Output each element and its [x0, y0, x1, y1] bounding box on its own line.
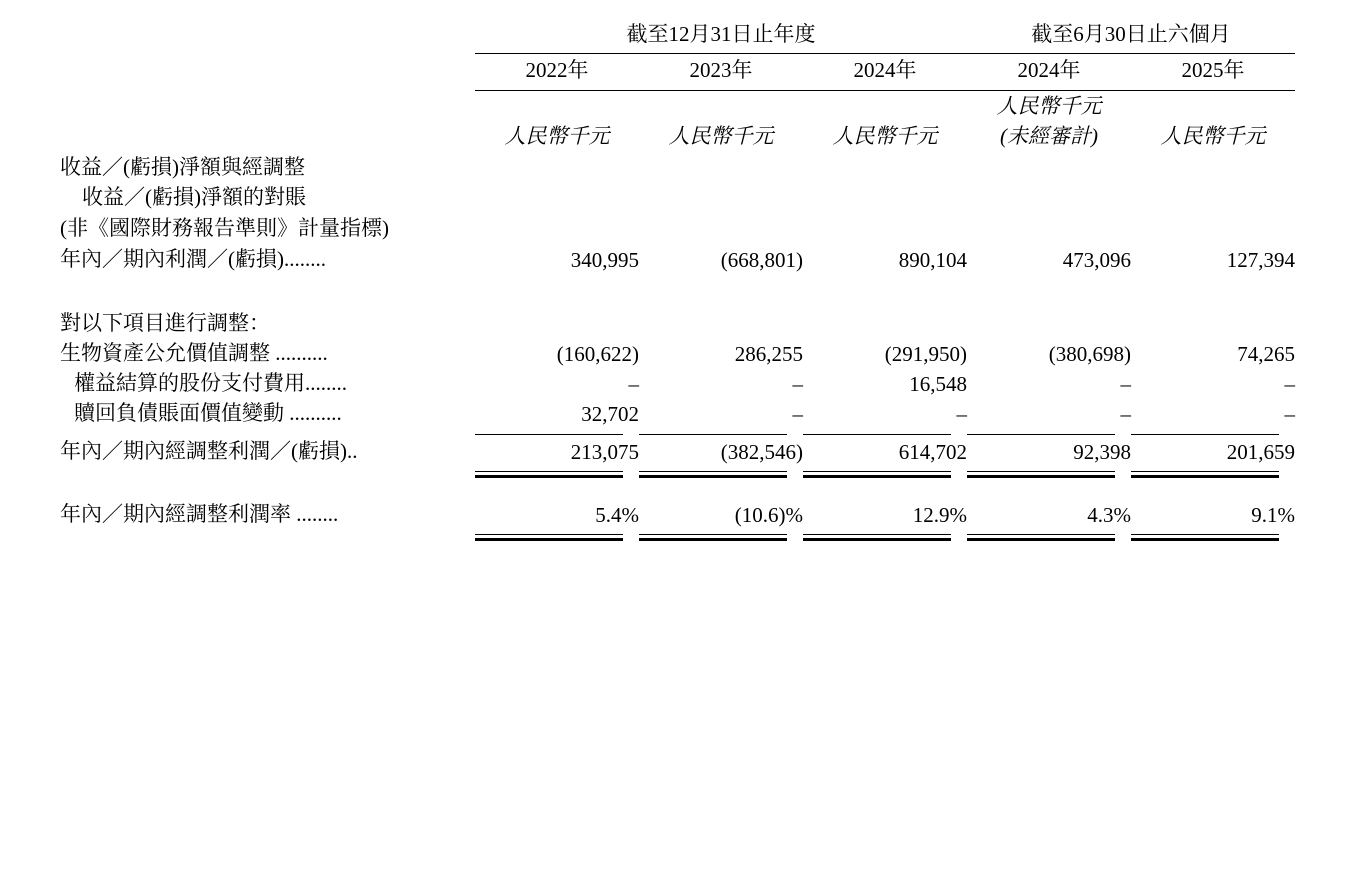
- year-header-2024-label: 2024年: [853, 58, 917, 82]
- adjust2-2023: –: [792, 372, 803, 397]
- group-header-annual: [475, 18, 967, 54]
- adjust-heading: 對以下項目進行調整：: [60, 311, 270, 336]
- unit-header-row: [60, 91, 1295, 152]
- adjust2-2024-interim: –: [1120, 372, 1131, 397]
- year-header-2024: [803, 54, 967, 91]
- profit-2025-interim: 127,394: [1226, 248, 1295, 273]
- section-title-line1: 收益／(虧損)淨額與經調整: [60, 154, 305, 179]
- year-header-spacer: [60, 54, 475, 91]
- unit-header-spacer: [60, 91, 475, 152]
- year-header-2024-interim-label: 2024年: [1017, 58, 1081, 82]
- header-spacer: [60, 18, 475, 54]
- unit-header-4: [967, 91, 1131, 152]
- section-title-row: [60, 152, 1295, 243]
- adjust2-2024: 16,548: [909, 372, 967, 397]
- year-header-2023-label: 2023年: [689, 58, 753, 82]
- profit-2024: 890,104: [898, 248, 967, 273]
- unit-header-3-label: 人民幣千元: [832, 124, 938, 149]
- total-double-rule-row: [60, 465, 1295, 478]
- unit-header-4-sublabel: (未經審計): [1000, 124, 1098, 149]
- subtotal-rule-5: [1131, 427, 1295, 435]
- row-label-share-based-payment: 權益結算的股份支付費用........: [74, 371, 347, 396]
- unit-header-1: [475, 91, 639, 152]
- adjust3-2024: –: [956, 402, 967, 427]
- section-title-line3: (非《國際財務報告準則》計量指標): [60, 215, 389, 240]
- year-header-2022: [475, 54, 639, 91]
- unit-header-5: [1131, 91, 1295, 152]
- adjust1-2023: 286,255: [734, 342, 803, 367]
- unit-header-2: [639, 91, 803, 152]
- row-label-biological-assets: 生物資產公允價值調整 ..........: [60, 341, 328, 366]
- total-2025-interim: 201,659: [1226, 440, 1295, 465]
- margin-double-rule-4: [967, 528, 1131, 541]
- margin-2024-interim: 4.3%: [1087, 503, 1131, 528]
- profit-2023: (668,801): [720, 248, 803, 273]
- total-double-rule-3: [803, 465, 967, 478]
- margin-double-rule-1: [475, 528, 639, 541]
- total-2024-interim: 92,398: [1073, 440, 1131, 465]
- row-label-profit: 年內／期內利潤／(虧損)........: [60, 247, 326, 272]
- margin-2025-interim: 9.1%: [1251, 503, 1295, 528]
- table-row-margin: [60, 498, 1295, 528]
- margin-2022: 5.4%: [595, 503, 639, 528]
- section-title-line2: 收益／(虧損)淨額的對賬: [82, 185, 306, 210]
- spacer-row-1: [60, 273, 1295, 307]
- total-double-rule-4: [967, 465, 1131, 478]
- profit-2022: 340,995: [570, 248, 639, 273]
- margin-double-rule-3: [803, 528, 967, 541]
- unit-header-3: [803, 91, 967, 152]
- year-header-2025-interim: [1131, 54, 1295, 91]
- margin-double-rule-2: [639, 528, 803, 541]
- adjust3-2022: 32,702: [581, 402, 639, 427]
- adjust3-2023: –: [792, 402, 803, 427]
- adjust-heading-row: [60, 307, 1295, 337]
- margin-double-rule-row: [60, 528, 1295, 541]
- table-row-profit: [60, 243, 1295, 273]
- total-double-rule-1: [475, 465, 639, 478]
- total-2022: 213,075: [570, 440, 639, 465]
- subtotal-rule-row: [60, 427, 1295, 435]
- subtotal-rule-1: [475, 427, 639, 435]
- total-2023: (382,546): [720, 440, 803, 465]
- row-label-redemption-liability: 贖回負債賬面價值變動 ..........: [74, 401, 342, 426]
- unit-header-4-label: 人民幣千元: [996, 94, 1102, 118]
- year-header-2024-interim: [967, 54, 1131, 91]
- margin-double-rule-5: [1131, 528, 1295, 541]
- year-header-2022-label: 2022年: [525, 58, 589, 82]
- row-label-adjusted-profit: 年內／期內經調整利潤／(虧損)..: [60, 439, 358, 464]
- group-header-interim: [967, 18, 1295, 54]
- total-double-rule-2: [639, 465, 803, 478]
- table-row-adjust-2: [60, 367, 1295, 397]
- adjust2-2022: –: [628, 372, 639, 397]
- adjust1-2024: (291,950): [884, 342, 967, 367]
- financial-table: [60, 18, 1295, 541]
- table-row-adjust-3: [60, 397, 1295, 427]
- subtotal-rule-2: [639, 427, 803, 435]
- unit-header-2-label: 人民幣千元: [668, 124, 774, 149]
- group-header-annual-label: 截至12月31日止年度: [626, 22, 816, 46]
- adjust2-2025-interim: –: [1284, 372, 1295, 397]
- subtotal-rule-3: [803, 427, 967, 435]
- unit-header-5-label: 人民幣千元: [1160, 124, 1266, 149]
- unit-header-1-label: 人民幣千元: [504, 124, 610, 149]
- year-header-2025-interim-label: 2025年: [1181, 58, 1245, 82]
- profit-2024-interim: 473,096: [1062, 248, 1131, 273]
- table-row-total: [60, 435, 1295, 465]
- adjust1-2024-interim: (380,698): [1048, 342, 1131, 367]
- subtotal-rule-4: [967, 427, 1131, 435]
- adjust3-2025-interim: –: [1284, 402, 1295, 427]
- year-header-row: [60, 54, 1295, 91]
- section-title: [60, 152, 475, 243]
- adjust1-2025-interim: 74,265: [1237, 342, 1295, 367]
- group-header-interim-label: 截至6月30日止六個月: [1031, 22, 1231, 46]
- total-double-rule-5: [1131, 465, 1295, 478]
- adjust1-2022: (160,622): [556, 342, 639, 367]
- margin-2023: (10.6)%: [734, 503, 803, 528]
- margin-2024: 12.9%: [912, 503, 967, 528]
- table-row-adjust-1: [60, 337, 1295, 367]
- year-header-2023: [639, 54, 803, 91]
- spacer-row-2: [60, 478, 1295, 498]
- adjust3-2024-interim: –: [1120, 402, 1131, 427]
- total-2024: 614,702: [898, 440, 967, 465]
- row-label-adjusted-margin: 年內／期內經調整利潤率 ........: [60, 502, 339, 527]
- group-header-row: [60, 18, 1295, 54]
